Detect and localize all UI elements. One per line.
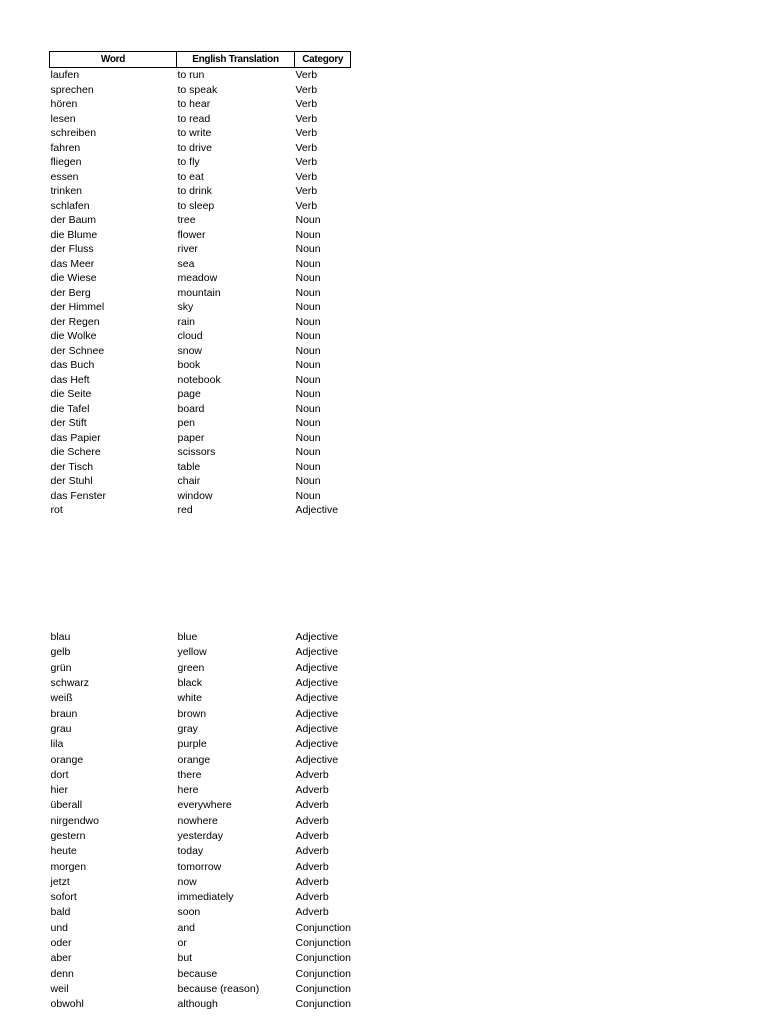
cell-category: Verb (295, 98, 318, 111)
cell-word: der Stuhl (50, 475, 93, 488)
cell-category: Verb (295, 83, 318, 96)
cell-word: gelb (50, 646, 71, 659)
table-row (50, 460, 351, 475)
cell-category: Noun (295, 359, 321, 372)
table-row (50, 890, 351, 905)
table-row (50, 905, 351, 920)
cell-word: lesen (50, 112, 76, 125)
table-row (50, 416, 351, 431)
cell-category: Conjunction (295, 921, 351, 934)
table-row (50, 213, 351, 228)
cell-category: Adverb (295, 860, 329, 873)
cell-english-translation: yellow (177, 646, 207, 659)
cell-english-translation: flower (177, 228, 206, 241)
table-row (50, 97, 351, 112)
cell-category: Conjunction (295, 998, 351, 1011)
table-row (50, 170, 351, 185)
cell-english-translation: to sleep (177, 199, 215, 212)
cell-word: die Seite (50, 388, 92, 401)
cell-category: Adjective (295, 504, 339, 517)
cell-english-translation: to drink (177, 185, 212, 198)
table-row (50, 859, 351, 874)
cell-english-translation: window (177, 489, 213, 502)
cell-word: grün (50, 661, 72, 674)
cell-category: Verb (295, 141, 318, 154)
cell-category: Verb (295, 185, 318, 198)
cell-category: Verb (295, 127, 318, 140)
cell-english-translation: purple (177, 738, 207, 751)
cell-english-translation: page (177, 388, 201, 401)
cell-word: fahren (50, 141, 81, 154)
table-row (50, 660, 351, 675)
cell-category: Adjective (295, 646, 339, 659)
cell-word: weiß (50, 692, 73, 705)
cell-category: Noun (295, 257, 321, 270)
table-row (50, 737, 351, 752)
cell-category: Adverb (295, 784, 329, 797)
table-row (50, 199, 351, 214)
table-row (50, 155, 351, 170)
cell-english-translation: mountain (177, 286, 221, 299)
table-row (50, 271, 351, 286)
cell-category: Adjective (295, 631, 339, 644)
cell-category: Verb (295, 112, 318, 125)
cell-english-translation: red (177, 504, 193, 517)
cell-english-translation: sky (177, 301, 194, 314)
table-row (50, 300, 351, 315)
table-row (50, 935, 351, 950)
table-row (50, 126, 351, 141)
table-row (50, 242, 351, 257)
cell-word: dort (50, 768, 69, 781)
vocabulary-table (49, 51, 351, 1012)
table-row (50, 228, 351, 243)
cell-english-translation: chair (177, 475, 201, 488)
cell-word: nirgendwo (50, 814, 99, 827)
table-row (50, 445, 351, 460)
cell-word: der Schnee (50, 344, 105, 357)
cell-english-translation: table (177, 460, 201, 473)
cell-category: Adverb (295, 768, 329, 781)
cell-english-translation: cloud (177, 330, 203, 343)
cell-english-translation: sea (177, 257, 195, 270)
vocabulary-sheet (49, 51, 351, 1012)
cell-word: obwohl (50, 998, 84, 1011)
cell-english-translation: paper (177, 431, 205, 444)
cell-category: Adverb (295, 906, 329, 919)
cell-english-translation: but (177, 952, 193, 965)
cell-english-translation: notebook (177, 373, 221, 386)
cell-word: oder (50, 937, 72, 950)
table-row (50, 489, 351, 504)
cell-word: das Papier (50, 431, 101, 444)
cell-category: Adverb (295, 814, 329, 827)
cell-category: Noun (295, 228, 321, 241)
cell-english-translation: to eat (177, 170, 204, 183)
cell-category: Conjunction (295, 952, 351, 965)
cell-english-translation: scissors (177, 446, 216, 459)
cell-category: Conjunction (295, 967, 351, 980)
cell-english-translation: orange (177, 753, 211, 766)
cell-english-translation: pen (177, 417, 196, 430)
table-row (50, 981, 351, 996)
cell-word: denn (50, 967, 74, 980)
cell-category: Noun (295, 373, 321, 386)
cell-word: die Wolke (50, 330, 97, 343)
cell-category: Noun (295, 446, 321, 459)
cell-category: Noun (295, 214, 321, 227)
cell-category: Verb (295, 199, 318, 212)
table-row (50, 721, 351, 736)
cell-word: die Schere (50, 446, 101, 459)
cell-category: Adjective (295, 692, 339, 705)
cell-word: weil (50, 982, 69, 995)
cell-category: Conjunction (295, 937, 351, 950)
cell-english-translation: black (177, 677, 203, 690)
header-english-translation: English Translation (177, 52, 295, 68)
table-row (50, 402, 351, 417)
table-row (50, 630, 351, 645)
table-body-block-1 (50, 68, 351, 518)
cell-english-translation: brown (177, 707, 207, 720)
cell-english-translation: to read (177, 112, 211, 125)
table-row (50, 257, 351, 272)
cell-category: Noun (295, 489, 321, 502)
table-row (50, 286, 351, 301)
cell-word: schreiben (50, 127, 97, 140)
cell-word: der Baum (50, 214, 97, 227)
table-row (50, 431, 351, 446)
cell-category: Noun (295, 344, 321, 357)
table-row (50, 315, 351, 330)
cell-category: Verb (295, 69, 318, 82)
table-row (50, 920, 351, 935)
cell-word: schwarz (50, 677, 90, 690)
cell-word: fliegen (50, 156, 82, 169)
table-row (50, 112, 351, 127)
cell-english-translation: yesterday (177, 830, 224, 842)
cell-word: schlafen (50, 199, 90, 212)
table-row (50, 798, 351, 813)
cell-category: Noun (295, 460, 321, 473)
cell-word: sofort (50, 891, 77, 904)
header-category: Category (295, 52, 351, 68)
cell-category: Noun (295, 388, 321, 401)
cell-word: und (50, 921, 69, 934)
table-row (50, 691, 351, 706)
table-row (50, 874, 351, 889)
cell-english-translation: blue (177, 631, 198, 644)
table-row (50, 844, 351, 859)
cell-english-translation: rain (177, 315, 196, 328)
cell-english-translation: although (177, 998, 218, 1011)
table-row (50, 813, 351, 828)
table-row (50, 329, 351, 344)
cell-category: Adjective (295, 738, 339, 751)
cell-word: der Regen (50, 315, 100, 328)
cell-english-translation: to write (177, 127, 212, 140)
table-row (50, 474, 351, 489)
cell-english-translation: because (177, 967, 218, 980)
cell-category: Adverb (295, 891, 329, 904)
cell-word: der Stift (50, 417, 87, 430)
cell-word: grau (50, 722, 72, 735)
header-row (50, 52, 351, 68)
cell-word: das Fenster (50, 489, 106, 502)
cell-word: der Berg (50, 286, 91, 299)
cell-word: orange (50, 753, 84, 766)
table-row (50, 344, 351, 359)
table-row (50, 68, 351, 83)
cell-word: bald (50, 906, 71, 919)
table-row (50, 184, 351, 199)
cell-word: die Blume (50, 228, 98, 241)
cell-category: Adjective (295, 707, 339, 720)
cell-english-translation: board (177, 402, 205, 415)
cell-english-translation: snow (177, 344, 203, 357)
cell-english-translation: white (177, 692, 203, 705)
table-row (50, 387, 351, 402)
cell-word: die Tafel (50, 402, 90, 415)
cell-english-translation: nowhere (177, 814, 218, 827)
cell-english-translation: book (177, 359, 201, 372)
cell-english-translation: to speak (177, 83, 218, 96)
table-row (50, 828, 351, 843)
cell-english-translation: meadow (177, 272, 218, 285)
cell-category: Noun (295, 431, 321, 444)
cell-english-translation: tomorrow (177, 860, 222, 873)
cell-word: das Meer (50, 257, 95, 270)
table-row (50, 782, 351, 797)
cell-english-translation: there (177, 768, 202, 781)
table-row (50, 966, 351, 981)
cell-english-translation: soon (177, 906, 201, 919)
cell-category: Adverb (295, 845, 329, 858)
cell-category: Noun (295, 243, 321, 256)
cell-category: Adjective (295, 722, 339, 735)
cell-word: sprechen (50, 83, 94, 96)
cell-english-translation: to fly (177, 156, 200, 169)
cell-word: das Buch (50, 359, 95, 372)
cell-english-translation: river (177, 243, 198, 256)
cell-english-translation: to hear (177, 98, 211, 111)
cell-category: Noun (295, 272, 321, 285)
cell-category: Noun (295, 330, 321, 343)
cell-word: rot (50, 504, 63, 517)
table-row (50, 503, 351, 518)
cell-english-translation: because (reason) (177, 982, 260, 995)
cell-category: Adverb (295, 830, 329, 842)
cell-category: Noun (295, 475, 321, 488)
cell-category: Adjective (295, 661, 339, 674)
cell-english-translation: today (177, 845, 204, 858)
cell-word: braun (50, 707, 78, 720)
cell-english-translation: immediately (177, 891, 234, 904)
cell-word: essen (50, 170, 79, 183)
table-row (50, 83, 351, 98)
cell-word: morgen (50, 860, 87, 873)
cell-word: heute (50, 845, 77, 858)
cell-word: der Himmel (50, 301, 105, 314)
cell-word: trinken (50, 185, 83, 198)
cell-english-translation: gray (177, 722, 198, 735)
cell-word: das Heft (50, 373, 90, 386)
table-body-block-2 (50, 630, 351, 1012)
cell-word: hören (50, 98, 78, 111)
cell-english-translation: or (177, 937, 187, 950)
table-row (50, 997, 351, 1012)
page-gap (50, 518, 351, 630)
cell-category: Adjective (295, 677, 339, 690)
cell-word: der Fluss (50, 243, 94, 256)
cell-word: aber (50, 952, 72, 965)
cell-word: die Wiese (50, 272, 97, 285)
table-row (50, 951, 351, 966)
cell-category: Adverb (295, 799, 329, 812)
table-row (50, 358, 351, 373)
cell-word: jetzt (50, 875, 70, 888)
cell-english-translation: to run (177, 69, 205, 82)
cell-category: Verb (295, 156, 318, 169)
cell-word: laufen (50, 69, 80, 82)
table-row (50, 706, 351, 721)
cell-category: Noun (295, 402, 321, 415)
table-row (50, 141, 351, 156)
table-row (50, 675, 351, 690)
cell-english-translation: green (177, 661, 205, 674)
cell-english-translation: and (177, 921, 196, 934)
cell-word: hier (50, 784, 69, 797)
cell-category: Noun (295, 315, 321, 328)
cell-category: Adverb (295, 875, 329, 888)
cell-category: Verb (295, 170, 318, 183)
cell-category: Noun (295, 417, 321, 430)
cell-word: der Tisch (50, 460, 94, 473)
cell-word: gestern (50, 830, 86, 842)
cell-english-translation: now (177, 875, 197, 888)
cell-word: blau (50, 631, 71, 644)
cell-category: Noun (295, 286, 321, 299)
cell-category: Noun (295, 301, 321, 314)
cell-english-translation: tree (177, 214, 196, 227)
cell-english-translation: here (177, 784, 199, 797)
table-row (50, 645, 351, 660)
header-word: Word (50, 52, 177, 68)
table-row (50, 752, 351, 767)
cell-word: überall (50, 799, 83, 812)
table-row (50, 767, 351, 782)
cell-english-translation: to drive (177, 141, 212, 154)
cell-category: Adjective (295, 753, 339, 766)
cell-english-translation: everywhere (177, 799, 232, 812)
table-row (50, 373, 351, 388)
cell-category: Conjunction (295, 982, 351, 995)
cell-word: lila (50, 738, 64, 751)
